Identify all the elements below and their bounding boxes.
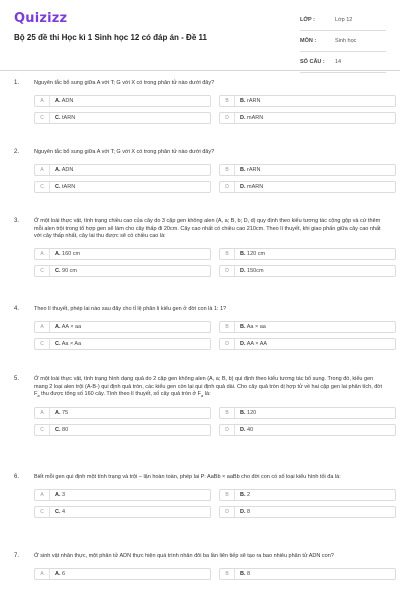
option-label: B. — [240, 323, 246, 330]
option-text — [240, 427, 253, 433]
option-a[interactable] — [34, 568, 211, 580]
options-grid — [34, 407, 386, 436]
option-label: D. — [240, 508, 246, 515]
question-text: Nguyên tắc bổ sung giữa A với T; G với X có trong phân tử nào dưới đây? — [34, 80, 215, 86]
option-value: 120 — [247, 409, 257, 416]
header-divider — [0, 70, 400, 71]
option-b[interactable] — [219, 248, 396, 260]
option-text — [240, 492, 250, 498]
option-letter: B — [220, 322, 235, 332]
option-text — [55, 571, 65, 577]
option-letter: D — [220, 113, 235, 123]
option-letter: C — [35, 339, 50, 349]
option-label: B. — [240, 97, 246, 104]
option-value: 3 — [62, 491, 66, 498]
question-number: 4. — [14, 306, 20, 312]
option-value: 160 cm — [62, 250, 81, 257]
option-value: AA × aa — [61, 323, 82, 330]
option-value: rARN — [247, 166, 261, 173]
option-label: A. — [55, 570, 61, 577]
option-value: mARN — [247, 183, 264, 190]
option-value: tARN — [62, 183, 76, 190]
question-text: Theo lí thuyết, phép lai nào sau đây cho tỉ lệ phân li kiểu gen ở đời con là 1: 1? — [34, 306, 227, 312]
option-letter: B — [220, 165, 235, 175]
option-label: A. — [55, 166, 61, 173]
option-d[interactable] — [219, 338, 396, 350]
options-grid — [34, 248, 386, 277]
option-label: C. — [55, 267, 61, 274]
option-text — [240, 324, 266, 330]
option-letter: B — [220, 569, 235, 579]
option-letter: C — [35, 425, 50, 435]
option-a[interactable] — [34, 248, 211, 260]
question-text: Nguyên tắc bổ sung giữa A với T; G với X có trong phân tử nào dưới đây? — [34, 149, 215, 155]
option-value: 8 — [247, 570, 251, 577]
option-value: Aa × aa — [246, 323, 266, 330]
option-label: D. — [240, 340, 246, 347]
option-d[interactable] — [219, 181, 396, 193]
option-text — [240, 571, 250, 577]
option-letter: B — [220, 490, 235, 500]
question-3 — [14, 218, 386, 277]
option-letter: D — [220, 266, 235, 276]
option-label: C. — [55, 426, 61, 433]
option-label: B. — [240, 250, 246, 257]
option-value: 75 — [62, 409, 69, 416]
option-text — [55, 167, 73, 173]
meta-key: MÔN : — [300, 38, 317, 44]
option-d[interactable] — [219, 265, 396, 277]
option-text — [55, 184, 75, 190]
option-value: 6 — [62, 570, 66, 577]
option-text — [240, 410, 256, 416]
question-2 — [14, 149, 386, 193]
option-letter: A — [35, 408, 50, 418]
option-c[interactable] — [34, 112, 211, 124]
option-b[interactable] — [219, 568, 396, 580]
meta-row-subject — [300, 31, 386, 52]
question-text-part: Ở một loài thực vật, tính trạng hình dạng quả do 2 cặp gen không alen (A, a; B, b) qui định theo kiểu tương tác bổ sung. Trong đó, kiểu gen mang 2 loại alen trội (A-B-) qui định quả tròn, các kiểu gen còn lại qui định quả dài. Cho cây quả tròn dị hợp tử về hai cặp gen lai phân tích, đời F — [34, 376, 383, 398]
option-text — [55, 492, 65, 498]
option-text — [240, 98, 260, 104]
meta-value: Sinh học — [335, 38, 357, 44]
option-a[interactable] — [34, 164, 211, 176]
option-b[interactable] — [219, 407, 396, 419]
question-6 — [14, 474, 386, 518]
option-letter: D — [220, 507, 235, 517]
option-label: A. — [55, 323, 61, 330]
option-label: C. — [55, 183, 61, 190]
question-text-part: thu được tổng số 160 cây. Tính theo lí thuyết, số cây quả tròn ở F — [39, 391, 202, 398]
option-label: D. — [240, 114, 246, 121]
option-a[interactable] — [34, 95, 211, 107]
page-title: Bộ 25 đề thi Học kì 1 Sinh học 12 có đáp án - Đề 11 — [14, 33, 207, 42]
option-value: 8 — [247, 508, 251, 515]
option-label: B. — [240, 570, 246, 577]
question-number: 1. — [14, 80, 20, 86]
option-label: B. — [240, 491, 246, 498]
option-label: C. — [55, 340, 61, 347]
meta-value: Lớp 12 — [335, 17, 353, 23]
option-d[interactable] — [219, 424, 396, 436]
option-value: ADN — [61, 97, 74, 104]
option-letter: C — [35, 113, 50, 123]
option-letter: C — [35, 507, 50, 517]
question-1 — [14, 80, 386, 124]
question-text: Ở một loài thực vật, tính trạng chiều cao của cây do 3 cặp gen không alen (A, a; B, b; D, d) quy định theo kiểu tương tác cộng gộp và cứ thêm mỗi alen trội trong tổ hợp gen sẽ làm cho cây thấp đi 20cm. Cây cao nhất có chiều cao 210cm. Theo lí thuyết, khi giao phấn giữa cây cao nhất với cây thấp nhất, cây lai thu được sẽ có chiều cao là: — [34, 218, 381, 240]
option-text — [55, 509, 65, 515]
option-letter: D — [220, 339, 235, 349]
meta-value: 14 — [335, 59, 342, 65]
option-value: 120 cm — [247, 250, 266, 257]
option-label: C. — [55, 508, 61, 515]
subscript: a — [37, 393, 40, 399]
option-c[interactable] — [34, 338, 211, 350]
options-grid — [34, 568, 386, 580]
option-letter: A — [35, 249, 50, 259]
question-5 — [14, 376, 386, 436]
option-text — [240, 167, 260, 173]
option-text — [55, 341, 81, 347]
question-text-part: là: — [203, 391, 211, 398]
option-text — [55, 98, 73, 104]
option-text — [240, 341, 267, 347]
option-text — [240, 251, 265, 257]
option-label: A. — [55, 409, 61, 416]
options-grid — [34, 95, 386, 124]
option-letter: A — [35, 322, 50, 332]
option-value: tARN — [62, 114, 76, 121]
option-text — [55, 427, 68, 433]
option-value: AA × AA — [246, 340, 268, 347]
options-grid — [34, 489, 386, 518]
question-text: Ở sinh vật nhân thực, một phân tử ADN thực hiện quá trình nhân đôi ba lần liên tiếp sẽ tạo ra bao nhiêu phân tử ADN con? — [34, 553, 334, 559]
option-value: 4 — [62, 508, 66, 515]
option-value: ADN — [61, 166, 74, 173]
option-letter: A — [35, 490, 50, 500]
option-letter: D — [220, 182, 235, 192]
option-letter: B — [220, 96, 235, 106]
option-label: A. — [55, 97, 61, 104]
option-text — [240, 184, 263, 190]
meta-box — [300, 10, 386, 73]
question-7 — [14, 553, 386, 580]
option-b[interactable] — [219, 95, 396, 107]
option-b[interactable] — [219, 489, 396, 501]
option-label: D. — [240, 183, 246, 190]
option-letter: B — [220, 408, 235, 418]
option-a[interactable] — [34, 407, 211, 419]
option-label: A. — [55, 491, 61, 498]
option-label: C. — [55, 114, 61, 121]
option-d[interactable] — [219, 506, 396, 518]
option-text — [55, 268, 77, 274]
option-d[interactable] — [219, 112, 396, 124]
option-text — [240, 115, 263, 121]
option-c[interactable] — [34, 424, 211, 436]
option-value: Aa × Aa — [61, 340, 82, 347]
option-text — [240, 509, 250, 515]
option-text — [55, 251, 80, 257]
question-number: 2. — [14, 149, 20, 155]
question-number: 7. — [14, 553, 20, 559]
option-letter: D — [220, 425, 235, 435]
option-letter: C — [35, 182, 50, 192]
option-value: 2 — [247, 491, 251, 498]
option-b[interactable] — [219, 164, 396, 176]
option-c[interactable] — [34, 181, 211, 193]
option-text — [240, 268, 264, 274]
option-label: D. — [240, 426, 246, 433]
option-value: mARN — [247, 114, 264, 121]
option-label: A. — [55, 250, 61, 257]
question-4 — [14, 306, 386, 350]
question-number: 3. — [14, 218, 20, 224]
option-a[interactable] — [34, 489, 211, 501]
option-c[interactable] — [34, 506, 211, 518]
option-text — [55, 410, 68, 416]
option-label: B. — [240, 166, 246, 173]
subscript: a — [201, 393, 204, 399]
option-label: B. — [240, 409, 246, 416]
option-letter: A — [35, 569, 50, 579]
option-value: 40 — [247, 426, 254, 433]
option-value: 90 cm — [62, 267, 78, 274]
option-c[interactable] — [34, 265, 211, 277]
options-grid — [34, 321, 386, 350]
meta-row-class — [300, 10, 386, 31]
question-text: Biết mỗi gen qui định một tính trạng và trội – lặn hoàn toàn, phép lai P: AaBb × aaBb cho đời con có số loại kiểu hình tối đa là: — [34, 474, 341, 480]
meta-key: SỐ CÂU : — [300, 59, 325, 65]
option-letter: A — [35, 96, 50, 106]
option-label: D. — [240, 267, 246, 274]
option-text — [55, 115, 75, 121]
question-number: 6. — [14, 474, 20, 480]
option-letter: A — [35, 165, 50, 175]
quizizz-logo: Quizizz — [14, 11, 68, 26]
options-grid — [34, 164, 386, 193]
option-value: 150cm — [247, 267, 264, 274]
option-value: 80 — [62, 426, 69, 433]
question-text — [34, 376, 386, 400]
option-text — [55, 324, 81, 330]
option-letter: B — [220, 249, 235, 259]
option-b[interactable] — [219, 321, 396, 333]
option-a[interactable] — [34, 321, 211, 333]
option-value: rARN — [247, 97, 261, 104]
meta-key: LỚP : — [300, 17, 315, 23]
question-number: 5. — [14, 376, 20, 382]
option-letter: C — [35, 266, 50, 276]
